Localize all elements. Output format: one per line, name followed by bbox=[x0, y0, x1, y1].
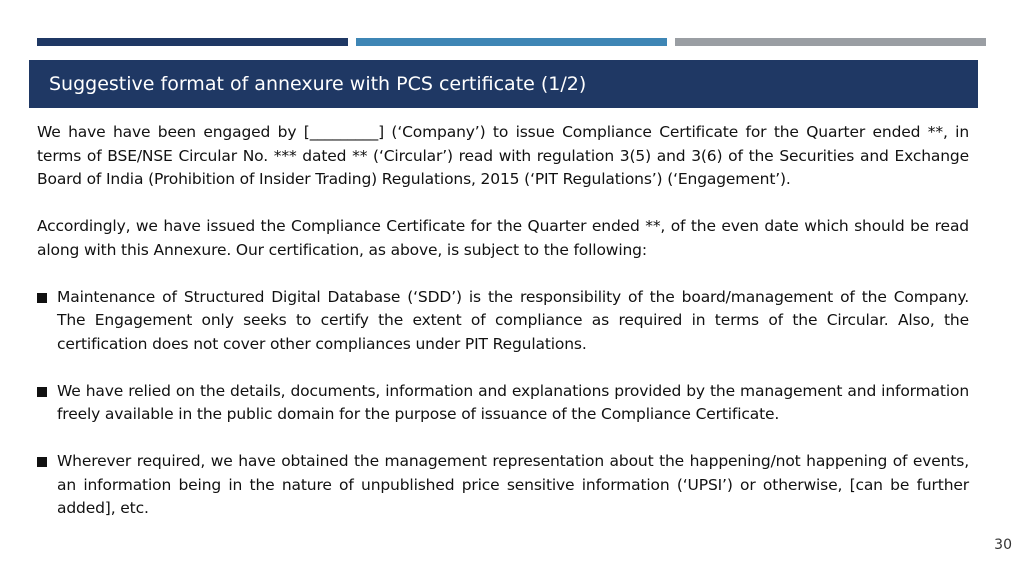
bullet-item-sdd bbox=[37, 286, 969, 357]
square-bullet-icon bbox=[37, 387, 47, 397]
bullet-text: We have relied on the details, documents, information and explanations provided by the management and information freely available in the public domain for the purpose of issuance of the Compliance Certificate. bbox=[57, 381, 969, 423]
bullet-item-representation bbox=[37, 450, 969, 521]
bullet-text: Wherever required, we have obtained the management representation about the happening/not happening of events, an information being in the nature of unpublished price sensitive information (‘UPSI’) or otherwise, [can be further added], etc. bbox=[57, 452, 969, 517]
title-band bbox=[29, 60, 978, 108]
bullet-text: Maintenance of Structured Digital Database (‘SDD’) is the responsibility of the board/management of the Company. The Engagement only seeks to certify the extent of compliance as required in terms of the Circular. Also, the certification does not cover other compliances under PIT Regulations. bbox=[57, 287, 969, 353]
page-number: 30 bbox=[994, 537, 1012, 553]
slide-body bbox=[37, 121, 969, 544]
square-bullet-icon bbox=[37, 293, 47, 303]
header-accent-bar-gray bbox=[675, 38, 986, 46]
slide-title: Suggestive format of annexure with PCS certificate (1/2) bbox=[49, 73, 587, 95]
bullet-item-reliance bbox=[37, 380, 969, 427]
header-accent-bar-navy bbox=[37, 38, 348, 46]
paragraph-certification: Accordingly, we have issued the Compliance Certificate for the Quarter ended **, of the even date which should be read along with this Annexure. Our certification, as above, is subject to the following: bbox=[37, 217, 969, 259]
square-bullet-icon bbox=[37, 457, 47, 467]
bullet-list bbox=[37, 286, 969, 521]
header-accent-bar-blue bbox=[356, 38, 667, 46]
paragraph-engagement: We have have been engaged by [_________] (‘Company’) to issue Compliance Certificate for the Quarter ended **, in terms of BSE/NSE Circular No. *** dated ** (‘Circular’) read with regulation 3(5) and 3(6) of the Securities and Exchange Board of India (Prohibition of Insider Trading) Regulations, 2015 (‘PIT Regulations’) (‘Engagement’). bbox=[37, 123, 969, 188]
